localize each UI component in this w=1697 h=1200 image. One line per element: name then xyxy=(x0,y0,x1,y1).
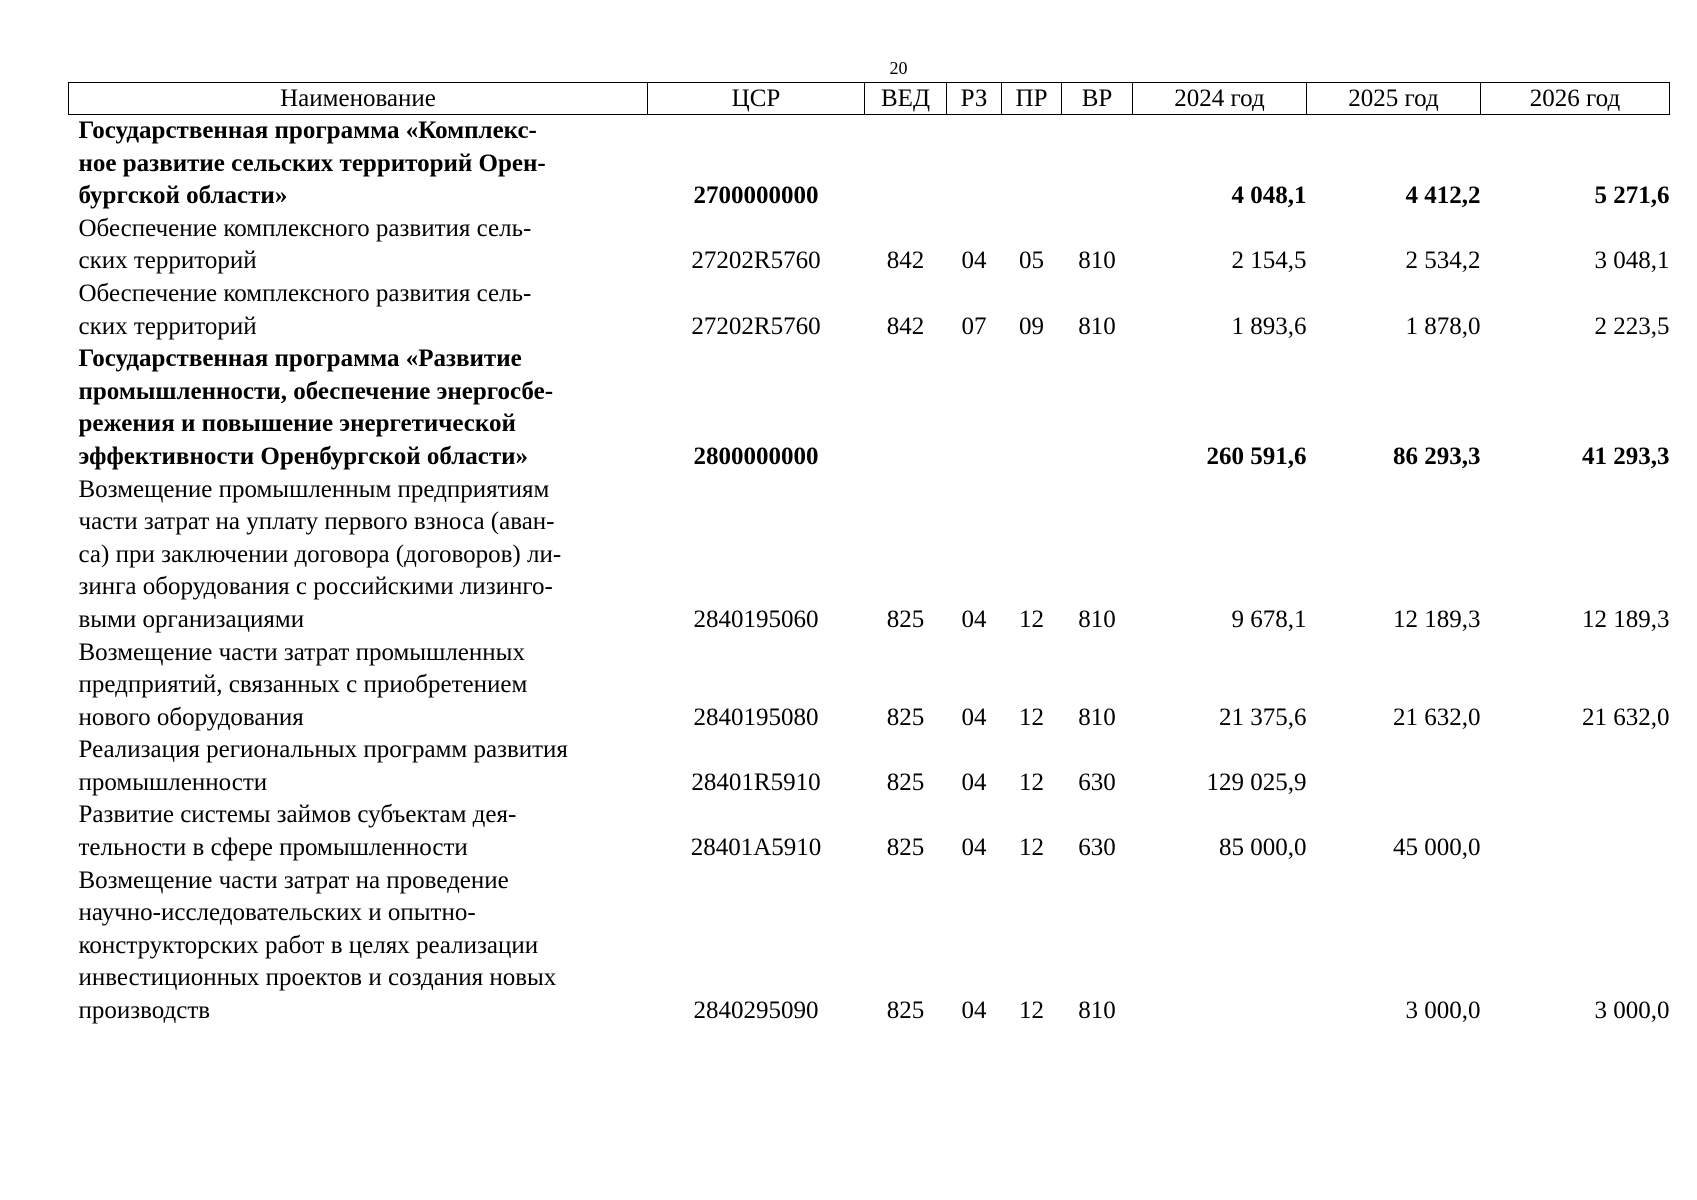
header-ved: ВЕД xyxy=(865,83,947,115)
header-vr: ВР xyxy=(1062,83,1133,115)
cell-rz xyxy=(947,343,1002,473)
name-line: ских территорий xyxy=(78,312,257,340)
name-line: Обеспечение комплексного развития сель- xyxy=(78,214,532,242)
cell-2024: 85 000,0 xyxy=(1219,834,1307,862)
cell-2026 xyxy=(1481,734,1670,799)
cell-rz: 04 xyxy=(961,997,987,1025)
name-line: части затрат на уплату первого взноса (аван- xyxy=(78,508,555,536)
cell-vr xyxy=(1062,115,1133,213)
cell-2024: 4 048,1 xyxy=(1231,182,1307,210)
cell-ved: 825 xyxy=(886,834,925,862)
table-row xyxy=(69,734,1670,799)
name-line: конструкторских работ в целях реализации xyxy=(78,931,539,959)
cell-csr: 27202R5760 xyxy=(691,312,821,340)
table-row xyxy=(69,474,1670,637)
cell-vr: 810 xyxy=(1078,997,1116,1025)
cell-csr: 2840295090 xyxy=(693,997,819,1025)
cell-vr: 810 xyxy=(1078,605,1116,633)
name-line: тельности в сфере промышленности xyxy=(78,834,468,862)
cell-ved: 825 xyxy=(886,605,925,633)
cell-ved: 842 xyxy=(886,247,925,275)
cell-vr: 810 xyxy=(1078,247,1116,275)
table-body xyxy=(69,115,1670,1028)
cell-2025: 1 878,0 xyxy=(1405,312,1481,340)
cell-2024: 260 591,6 xyxy=(1206,442,1307,470)
cell-vr: 810 xyxy=(1078,703,1116,731)
header-2025: 2025 год xyxy=(1307,83,1481,115)
name-line: Возмещение части затрат промышленных xyxy=(78,638,525,666)
cell-ved: 842 xyxy=(886,312,925,340)
cell-rz: 07 xyxy=(961,312,987,340)
cell-2025: 3 000,0 xyxy=(1405,997,1481,1025)
name-line: Обеспечение комплексного развития сель- xyxy=(78,279,532,307)
cell-ved: 825 xyxy=(886,768,925,796)
cell-2025 xyxy=(1307,734,1481,799)
cell-pr: 09 xyxy=(1019,312,1044,340)
table-row xyxy=(69,637,1670,735)
cell-2026: 3 000,0 xyxy=(1594,997,1670,1025)
cell-2026: 2 223,5 xyxy=(1594,312,1670,340)
name-line: научно-исследовательских и опытно- xyxy=(78,899,476,927)
cell-2025: 2 534,2 xyxy=(1405,247,1481,275)
name-line: промышленности xyxy=(78,768,268,796)
header-row xyxy=(69,83,1670,115)
cell-name xyxy=(69,865,648,1028)
cell-ved xyxy=(865,343,947,473)
name-line: ских территорий xyxy=(78,247,257,275)
cell-ved xyxy=(865,115,947,213)
header-csr: ЦСР xyxy=(648,83,865,115)
cell-name xyxy=(69,115,648,213)
cell-csr: 28401A5910 xyxy=(690,834,822,862)
cell-vr: 630 xyxy=(1078,834,1116,862)
cell-2026: 3 048,1 xyxy=(1594,247,1670,275)
header-2026: 2026 год xyxy=(1481,83,1670,115)
cell-2026 xyxy=(1481,799,1670,864)
cell-2026: 5 271,6 xyxy=(1594,182,1670,210)
cell-2025: 12 189,3 xyxy=(1393,605,1481,633)
name-line: режения и повышение энергетической xyxy=(78,410,516,438)
name-line: ное развитие сельских территорий Орен- xyxy=(78,149,546,177)
cell-2024: 2 154,5 xyxy=(1231,247,1307,275)
name-line: Реализация региональных программ развития xyxy=(78,736,568,764)
cell-2024 xyxy=(1133,865,1307,1028)
cell-csr: 2700000000 xyxy=(693,182,819,210)
cell-pr xyxy=(1002,343,1062,473)
cell-csr: 2840195080 xyxy=(693,703,819,731)
program-row xyxy=(69,343,1670,473)
cell-2024: 1 893,6 xyxy=(1231,312,1307,340)
name-line: нового оборудования xyxy=(78,703,304,731)
name-line: зинга оборудования с российскими лизинго- xyxy=(78,573,553,601)
cell-name xyxy=(69,213,648,278)
cell-2025: 4 412,2 xyxy=(1405,182,1481,210)
cell-2025: 45 000,0 xyxy=(1393,834,1481,862)
cell-pr: 12 xyxy=(1019,703,1044,731)
cell-2024: 21 375,6 xyxy=(1219,703,1307,731)
cell-2026: 12 189,3 xyxy=(1582,605,1670,633)
cell-name xyxy=(69,343,648,473)
cell-name xyxy=(69,637,648,735)
name-line: Возмещение промышленным предприятиям xyxy=(78,475,550,503)
cell-pr: 12 xyxy=(1019,997,1044,1025)
name-line: производств xyxy=(78,997,211,1025)
name-line: инвестиционных проектов и создания новых xyxy=(78,964,557,992)
name-line: бургской области» xyxy=(78,182,288,210)
program-row xyxy=(69,115,1670,213)
cell-pr: 12 xyxy=(1019,768,1044,796)
cell-2024: 129 025,9 xyxy=(1206,768,1307,796)
name-line: Развитие системы займов субъектам дея- xyxy=(78,801,517,829)
cell-csr: 2840195060 xyxy=(693,605,819,633)
budget-table xyxy=(68,82,1670,1028)
cell-rz: 04 xyxy=(961,605,987,633)
cell-rz: 04 xyxy=(961,247,987,275)
header-name: Наименование xyxy=(69,83,648,115)
cell-pr: 05 xyxy=(1019,247,1044,275)
page-number: 20 xyxy=(889,58,908,78)
table-row xyxy=(69,865,1670,1028)
cell-2025: 86 293,3 xyxy=(1393,442,1481,470)
cell-vr xyxy=(1062,343,1133,473)
header-2024: 2024 год xyxy=(1133,83,1307,115)
name-line: Возмещение части затрат на проведение xyxy=(78,866,509,894)
cell-2026: 41 293,3 xyxy=(1582,442,1670,470)
cell-pr: 12 xyxy=(1019,605,1044,633)
cell-name xyxy=(69,474,648,637)
cell-ved: 825 xyxy=(886,997,925,1025)
name-line: промышленности, обеспечение энергосбе- xyxy=(78,377,554,405)
header-rz: РЗ xyxy=(947,83,1002,115)
table-header xyxy=(69,83,1670,115)
header-pr: ПР xyxy=(1002,83,1062,115)
name-line: са) при заключении договора (договоров) ли- xyxy=(78,540,562,568)
cell-pr: 12 xyxy=(1019,834,1044,862)
cell-name xyxy=(69,799,648,864)
cell-csr: 2800000000 xyxy=(693,442,819,470)
cell-rz: 04 xyxy=(961,703,987,731)
cell-2025: 21 632,0 xyxy=(1393,703,1481,731)
table-row xyxy=(69,799,1670,864)
name-line: эффективности Оренбургской области» xyxy=(78,442,529,470)
cell-ved: 825 xyxy=(886,703,925,731)
cell-2026: 21 632,0 xyxy=(1582,703,1670,731)
cell-rz: 04 xyxy=(961,834,987,862)
table-row xyxy=(69,213,1670,278)
table-row xyxy=(69,278,1670,343)
cell-vr: 810 xyxy=(1078,312,1116,340)
cell-vr: 630 xyxy=(1078,768,1116,796)
cell-csr: 27202R5760 xyxy=(691,247,821,275)
name-line: выми организациями xyxy=(78,605,305,633)
cell-pr xyxy=(1002,115,1062,213)
name-line: Государственная программа «Комплекс- xyxy=(78,117,537,144)
cell-2024: 9 678,1 xyxy=(1231,605,1307,633)
cell-csr: 28401R5910 xyxy=(691,768,821,796)
cell-rz: 04 xyxy=(961,768,987,796)
name-line: предприятий, связанных с приобретением xyxy=(78,671,528,699)
name-line: Государственная программа «Развитие xyxy=(78,345,522,373)
cell-rz xyxy=(947,115,1002,213)
cell-name xyxy=(69,278,648,343)
cell-name xyxy=(69,734,648,799)
